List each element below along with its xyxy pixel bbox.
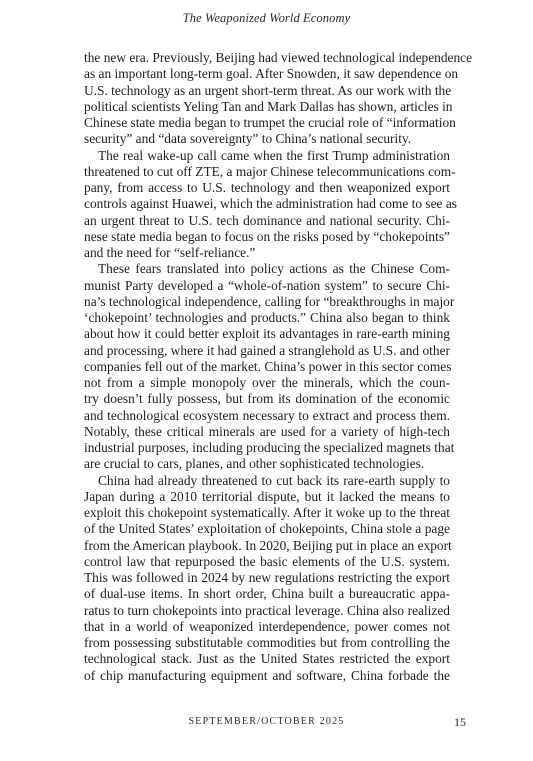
- text-line: ‘chokepoint’ technologies and products.” China also began to think: [84, 310, 450, 325]
- text-line: that in a world of weaponized interdependence, power comes not: [84, 618, 450, 634]
- article-body: [84, 50, 473, 684]
- text-line: the new era. Previously, Beijing had viewed technological independence: [84, 50, 473, 65]
- text-line: The real wake-up call came when the first Trump administration: [98, 147, 450, 163]
- text-line: Chinese state media began to trumpet the crucial role of “information: [84, 115, 456, 130]
- text-line: This was followed in 2024 by new regulations restricting the export: [84, 570, 450, 585]
- text-line: nese state media began to focus on the risks posed by “chokepoints”: [84, 228, 450, 244]
- text-line: pany, from access to U.S. technology and then weaponized export: [84, 180, 450, 195]
- text-line: na’s technological independence, calling for “breakthroughs in major: [84, 293, 455, 309]
- text-line: not from a simple monopoly over the minerals, which the coun-: [84, 375, 450, 390]
- text-line: technological stack. Just as the United States restricted the export: [84, 651, 450, 667]
- paragraph: [84, 473, 450, 684]
- text-line: and the need for “self-reliance.”: [84, 245, 256, 260]
- text-line: try doesn’t fully possess, but from its domination of the economic: [84, 391, 450, 407]
- text-line: threatened to cut off ZTE, a major Chinese telecommunications com-: [84, 163, 456, 179]
- text-line: about how it could better exploit its advantages in rare-earth mining: [84, 326, 450, 342]
- paragraph: [84, 50, 473, 148]
- text-line: companies fell out of the market. China’s power in this sector comes: [84, 358, 452, 374]
- text-line: of chip manufacturing equipment and software, China forbade the: [84, 667, 450, 683]
- text-line: an urgent threat to U.S. tech dominance and national security. Chi-: [84, 212, 450, 228]
- text-line: of the United States’ exploitation of chokepoints, China stole a page: [84, 521, 450, 537]
- text-line: Japan during a 2010 territorial dispute, but it lacked the means to: [84, 488, 450, 504]
- text-line: Notably, these critical minerals are used for a variety of high-tech: [84, 423, 450, 439]
- text-line: ratus to turn chokepoints into practical leverage. China also realized: [84, 602, 450, 618]
- text-line: control law that repurposed the basic elements of the U.S. system.: [84, 553, 450, 569]
- text-line: security” and “data sovereignty” to China’s national security.: [84, 131, 412, 147]
- text-line: munist Party developed a “whole-of-nation system” to secure Chi-: [84, 277, 450, 293]
- text-line: from possessing substitutable commodities but from controlling the: [84, 635, 450, 650]
- text-line: These fears translated into policy actions as the Chinese Com-: [98, 261, 450, 277]
- paragraph: [84, 147, 457, 262]
- text-line: and technological ecosystem necessary to extract and process them.: [84, 407, 450, 423]
- text-line: from the American playbook. In 2020, Beijing put in place an export: [84, 537, 452, 553]
- text-line: controls against Huawei, which the administration had come to see as: [84, 196, 457, 212]
- text-line: and processing, where it had gained a stranglehold as U.S. and other: [84, 342, 450, 358]
- text-line: exploit this chokepoint systematically. After it woke up to the threat: [84, 505, 450, 520]
- text-line: U.S. technology as an urgent short-term threat. As our work with the: [84, 82, 452, 98]
- issue-date: SEPTEMBER/OCTOBER 2025: [188, 716, 345, 727]
- running-head-title: The Weaponized World Economy: [182, 11, 351, 25]
- text-line: political scientists Yeling Tan and Mark Dallas has shown, articles in: [84, 98, 453, 114]
- text-line: of dual-use items. In short order, China built a bureaucratic appa-: [84, 586, 450, 602]
- text-line: are crucial to cars, planes, and other sophisticated technologies.: [84, 456, 425, 472]
- text-line: industrial purposes, including producing the specialized magnets that: [84, 440, 455, 455]
- paragraph: [84, 261, 455, 472]
- text-line: China had already threatened to cut back its rare-earth supply to: [98, 472, 450, 488]
- text-line: as an important long-term goal. After Snowden, it saw dependence on: [84, 66, 459, 82]
- page-number: 15: [454, 715, 466, 729]
